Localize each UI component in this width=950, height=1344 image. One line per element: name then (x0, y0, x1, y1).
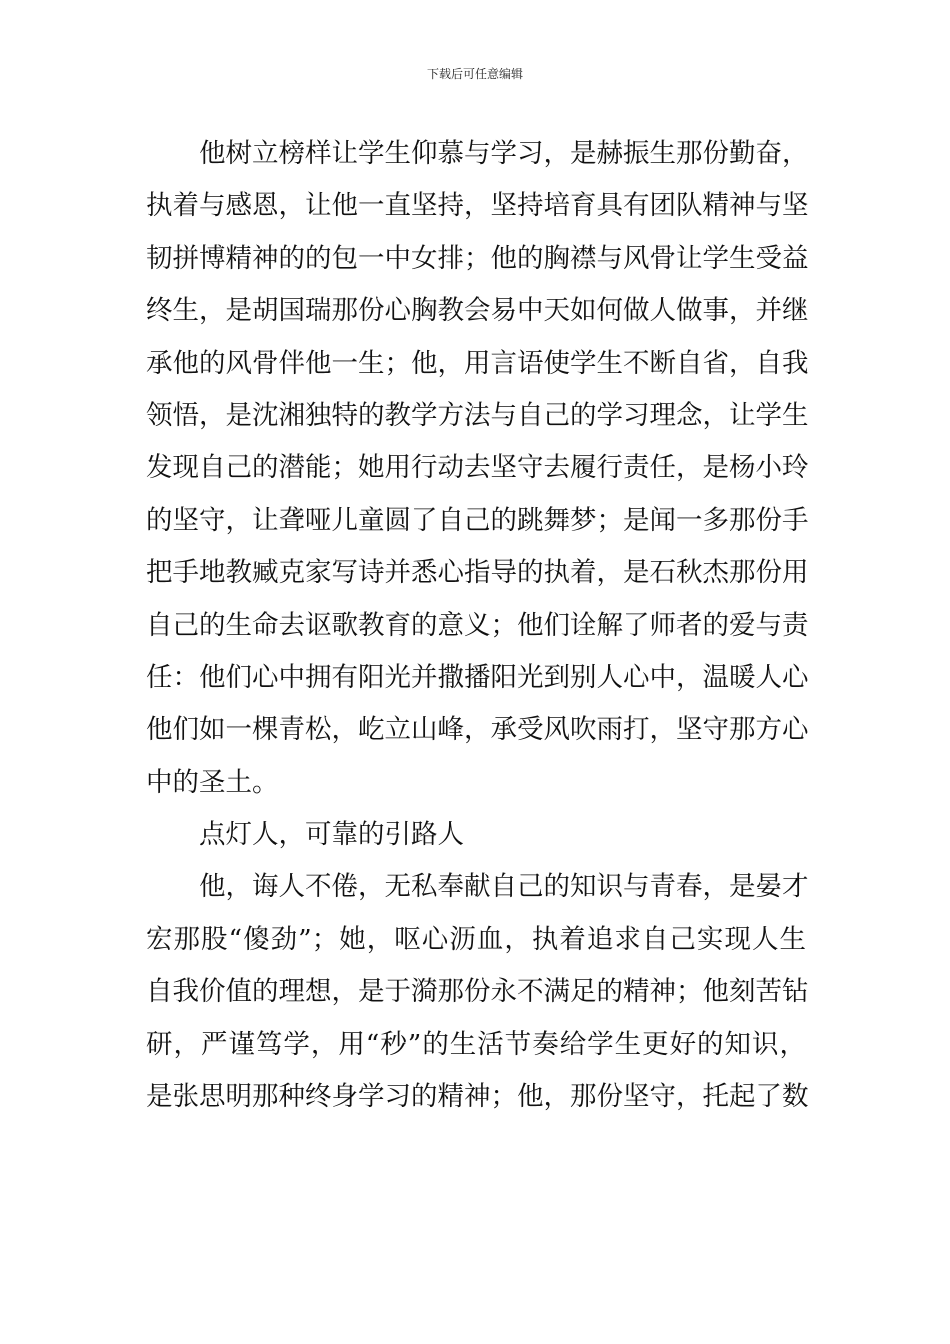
document-body (146, 128, 809, 1123)
text-line: 把手地教臧克家写诗并悉心指导的执着，是石秋杰那份用 (146, 557, 809, 589)
text-line: 承他的风骨伴他一生；他，用言语使学生不断自省，自我 (146, 347, 809, 379)
section-heading: 点灯人，可靠的引路人 (199, 819, 464, 851)
text-line: 研，严谨笃学，用“秒”的生活节奏给学生更好的知识， (146, 1028, 806, 1060)
text-line: 是张思明那种终身学习的精神；他，那份坚守，托起了数 (146, 1081, 809, 1113)
text-line: 他，诲人不倦，无私奉献自己的知识与青春，是晏才 (199, 871, 809, 903)
text-line: 任：他们心中拥有阳光并撒播阳光到别人心中，温暖人心 (146, 661, 809, 693)
page-header: 下载后可任意编辑 (426, 67, 523, 81)
text-line: 宏那股“傻劲”；她，呕心沥血，执着追求自己实现人生 (146, 923, 806, 955)
paragraph-2 (146, 809, 806, 861)
text-line: 他们如一棵青松，屹立山峰，承受风吹雨打，坚守那方心 (146, 714, 809, 746)
text-line: 领悟，是沈湘独特的教学方法与自己的学习理念，让学生 (146, 399, 809, 431)
text-line: 终生，是胡国瑞那份心胸教会易中天如何做人做事，并继 (146, 295, 809, 327)
text-line: 中的圣土。 (146, 766, 279, 798)
text-line: 发现自己的潜能；她用行动去坚守去履行责任，是杨小玲 (146, 452, 809, 484)
text-line: 韧拼博精神的的包一中女排；他的胸襟与风骨让学生受益 (146, 242, 809, 274)
text-line: 自己的生命去讴歌教育的意义；他们诠解了师者的爱与责 (146, 609, 809, 641)
text-line: 他树立榜样让学生仰慕与学习，是赫振生那份勤奋， (199, 138, 809, 169)
text-line: 自我价值的理想，是于漪那份永不满足的精神；他刻苦钻 (146, 976, 809, 1008)
paragraph-3 (146, 861, 809, 1123)
text-line: 的坚守，让聋哑儿童圆了自己的跳舞梦；是闻一多那份手 (146, 504, 809, 536)
text-line: 执着与感恩，让他一直坚持，坚持培育具有团队精神与坚 (146, 190, 809, 222)
paragraph-1 (146, 128, 809, 809)
